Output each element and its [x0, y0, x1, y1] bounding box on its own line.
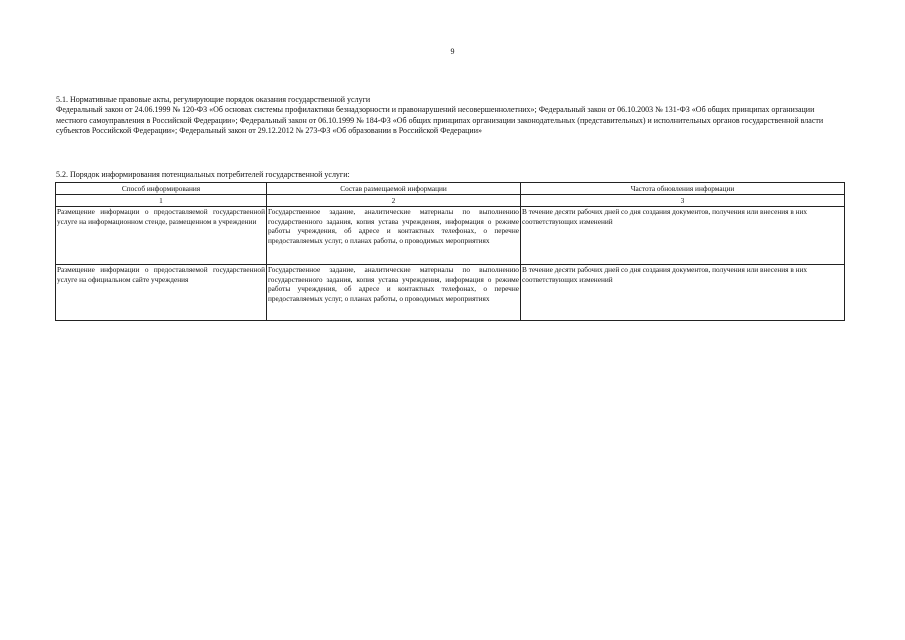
cell-method: Размещение информации о предоставляемой государственной услуге на информационном стенде, размещенном в учреждении — [56, 207, 267, 265]
table-header-row — [56, 183, 845, 195]
cell-frequency: В течение десяти рабочих дней со дня создания документов, получения или внесения в них соответствующих изменений — [521, 207, 845, 265]
section-5-1-body: Федеральный закон от 24.06.1999 № 120-ФЗ «Об основах системы профилактики безнадзорности и правонарушений несовершеннолетних»; Федеральный закон от 06.10.2003 № 131-ФЗ «Об общих принципах организации местного самоуправления в Российской Федерации»; Федеральный закон от 06.10.1999 № 184-ФЗ «Об общих принципах организации законодательных (представительных) и исполнительных органов государственной власти субъектов Российской Федерации»; Федеральный закон от 29.12.2012 № 273-ФЗ «Об образовании в Российской Федерации» — [56, 105, 824, 135]
cell-method: Размещение информации о предоставляемой государственной услуге на официальном сайте учреждения — [56, 265, 267, 321]
table-row — [56, 265, 845, 321]
information-table — [55, 182, 845, 321]
page-number: 9 — [450, 47, 455, 56]
column-number-3: 3 — [521, 195, 845, 207]
header-frequency: Частота обновления информации — [521, 183, 845, 195]
column-number-1: 1 — [56, 195, 267, 207]
table-row — [56, 207, 845, 265]
header-method: Способ информирования — [56, 183, 267, 195]
section-5-2-heading: 5.2. Порядок информирования потенциальных потребителей государственной услуги: — [56, 170, 350, 179]
cell-content: Государственное задание, аналитические материалы по выполнению государственного задания, копия устава учреждения, информация о режиме работы учреждения, об адресе и контактных телефонах, о перечне предоставляемых услуг, о планах работы, о проводимых мероприятиях — [267, 207, 521, 265]
cell-content: Государственное задание, аналитические материалы по выполнению государственного задания, копия устава учреждения, информация о режиме работы учреждения, об адресе и контактных телефонах, о перечне предоставляемых услуг, о планах работы, о проводимых мероприятиях — [267, 265, 521, 321]
column-number-2: 2 — [267, 195, 521, 207]
section-5-1-heading: 5.1. Нормативные правовые акты, регулирующие порядок оказания государственной услуги — [56, 95, 371, 104]
header-content: Состав размещаемой информации — [267, 183, 521, 195]
cell-frequency: В течение десяти рабочих дней со дня создания документов, получения или внесения в них соответствующих изменений — [521, 265, 845, 321]
column-number-row — [56, 195, 845, 207]
